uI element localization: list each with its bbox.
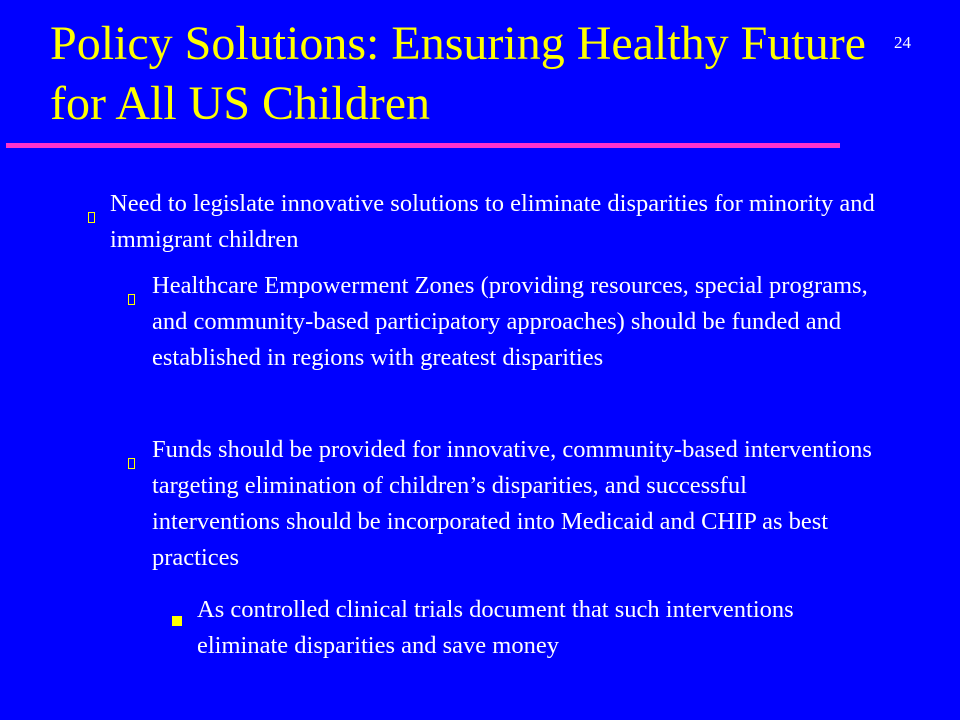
bullet-level-2 [128,268,878,376]
bullet-text: Need to legislate innovative solutions to eliminate disparities for minority and immigrant children [110,190,875,253]
hollow-box-bullet-icon [128,280,135,316]
title-underline [6,143,840,148]
bullet-level-3 [172,592,872,664]
hollow-box-bullet-icon [88,198,95,234]
slide-title: Policy Solutions: Ensuring Healthy Future for All US Children [50,17,866,130]
bullet-text: Healthcare Empowerment Zones (providing resources, special programs, and community-based participatory approaches) should be funded and established in regions with greatest disparities [152,272,868,371]
square-bullet-icon [172,601,182,637]
bullet-text: Funds should be provided for innovative, community-based interventions targeting elimination of children’s disparities, and successful interventions should be incorporated into Medicaid and CHIP as best practices [152,436,872,571]
bullet-level-1 [88,186,908,258]
bullet-text: As controlled clinical trials document that such interventions eliminate disparities and save money [197,596,794,659]
hollow-box-bullet-icon [128,444,135,480]
slide-number: 24 [894,33,911,52]
bullet-level-2 [128,432,878,576]
